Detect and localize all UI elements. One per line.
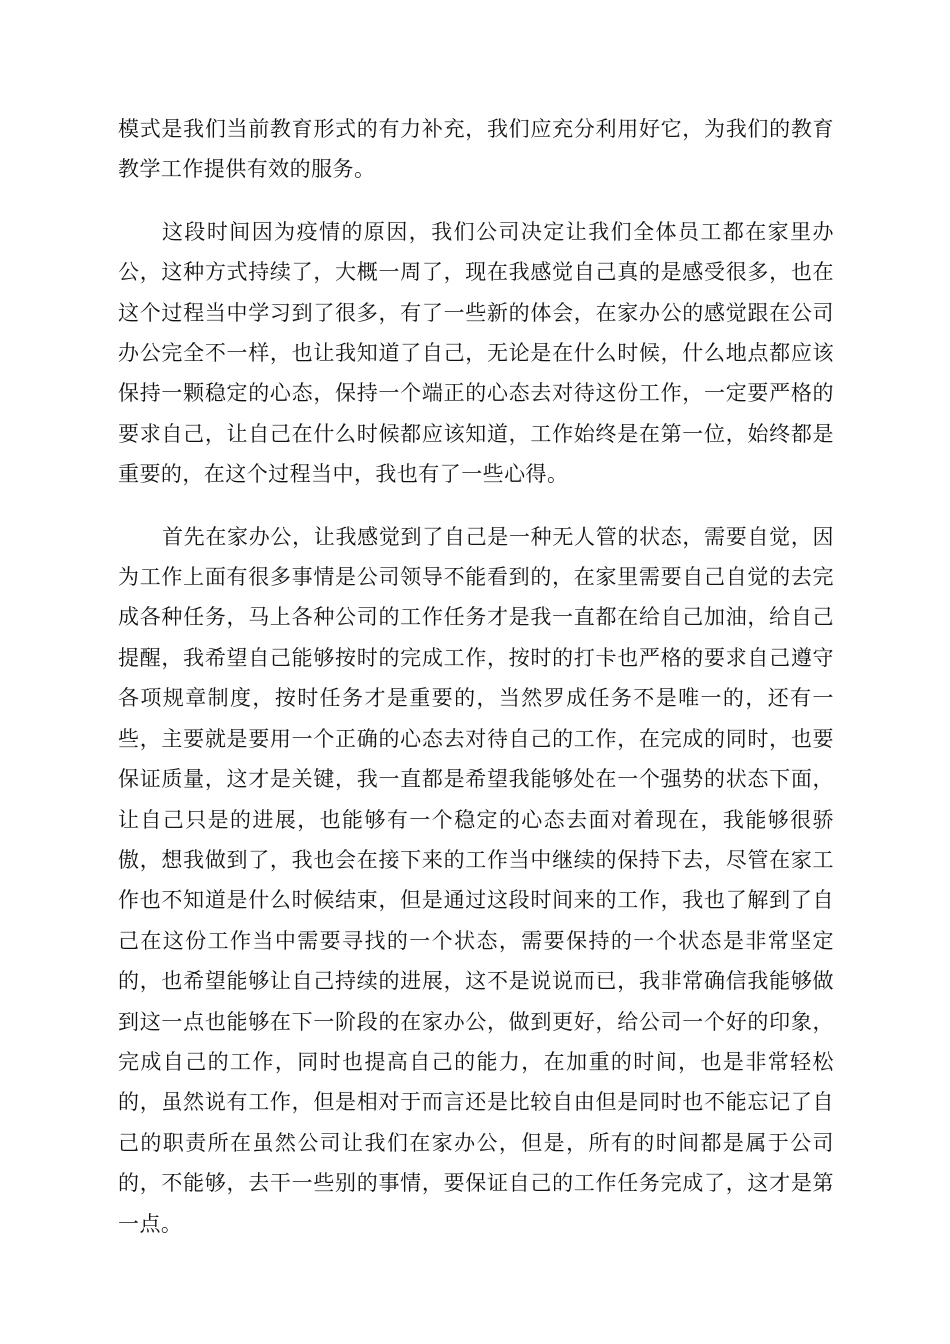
paragraph-self-discipline: 首先在家办公，让我感觉到了自己是一种无人管的状态，需要自觉，因为工作上面有很多事情是公司领导不能看到的，在家里需要自己自觉的去完成各种任务，马上各种公司的工作任务才是我一直都在给自己加油，给自己提醒，我希望自己能够按时的完成工作，按时的打卡也严格的要求自己遵守各项规章制度，按时任务才是重要的，当然罗成任务不是唯一的，还有一些，主要就是要用一个正确的心态去对待自己的工作，在完成的同时，也要保证质量，这才是关键，我一直都是希望我能够处在一个强势的状态下面，让自己只是的进展，也能够有一个稳定的心态去面对着现在，我能够很骄傲，想我做到了，我也会在接下来的工作当中继续的保持下去，尽管在家工作也不知道是什么时候结束，但是通过这段时间来的工作，我也了解到了自己在这份工作当中需要寻找的一个状态，需要保持的一个状态是非常坚定的，也希望能够让自己持续的进展，这不是说说而已，我非常确信我能够做到这一点也能够在下一阶段的在家办公，做到更好，给公司一个好的印象，完成自己的工作，同时也提高自己的能力，在加重的时间，也是非常轻松的，虽然说有工作，但是相对于而言还是比较自由但是同时也不能忘记了自己的职责所在虽然公司让我们在家办公，但是，所有的时间都是属于公司的，不能够，去干一些别的事情，要保证自己的工作任务完成了，这才是第一点。 [118,524,834,1236]
paragraph-remote-work-intro: 这段时间因为疫情的原因，我们公司决定让我们全体员工都在家里办公，这种方式持续了，大概一周了，现在我感觉自己真的是感受很多，也在这个过程当中学习到了很多，有了一些新的体会，在家办公的感觉跟在公司办公完全不一样，也让我知道了自己，无论是在什么时候，什么地点都应该保持一颗稳定的心态，保持一个端正的心态去对待这份工作，一定要严格的要求自己，让自己在什么时候都应该知道，工作始终是在第一位，始终都是重要的，在这个过程当中，我也有了一些心得。 [118,219,834,487]
document-page [118,109,834,1244]
paragraph-continuation: 模式是我们当前教育形式的有力补充，我们应充分利用好它，为我们的教育教学工作提供有效的服务。 [118,117,834,182]
